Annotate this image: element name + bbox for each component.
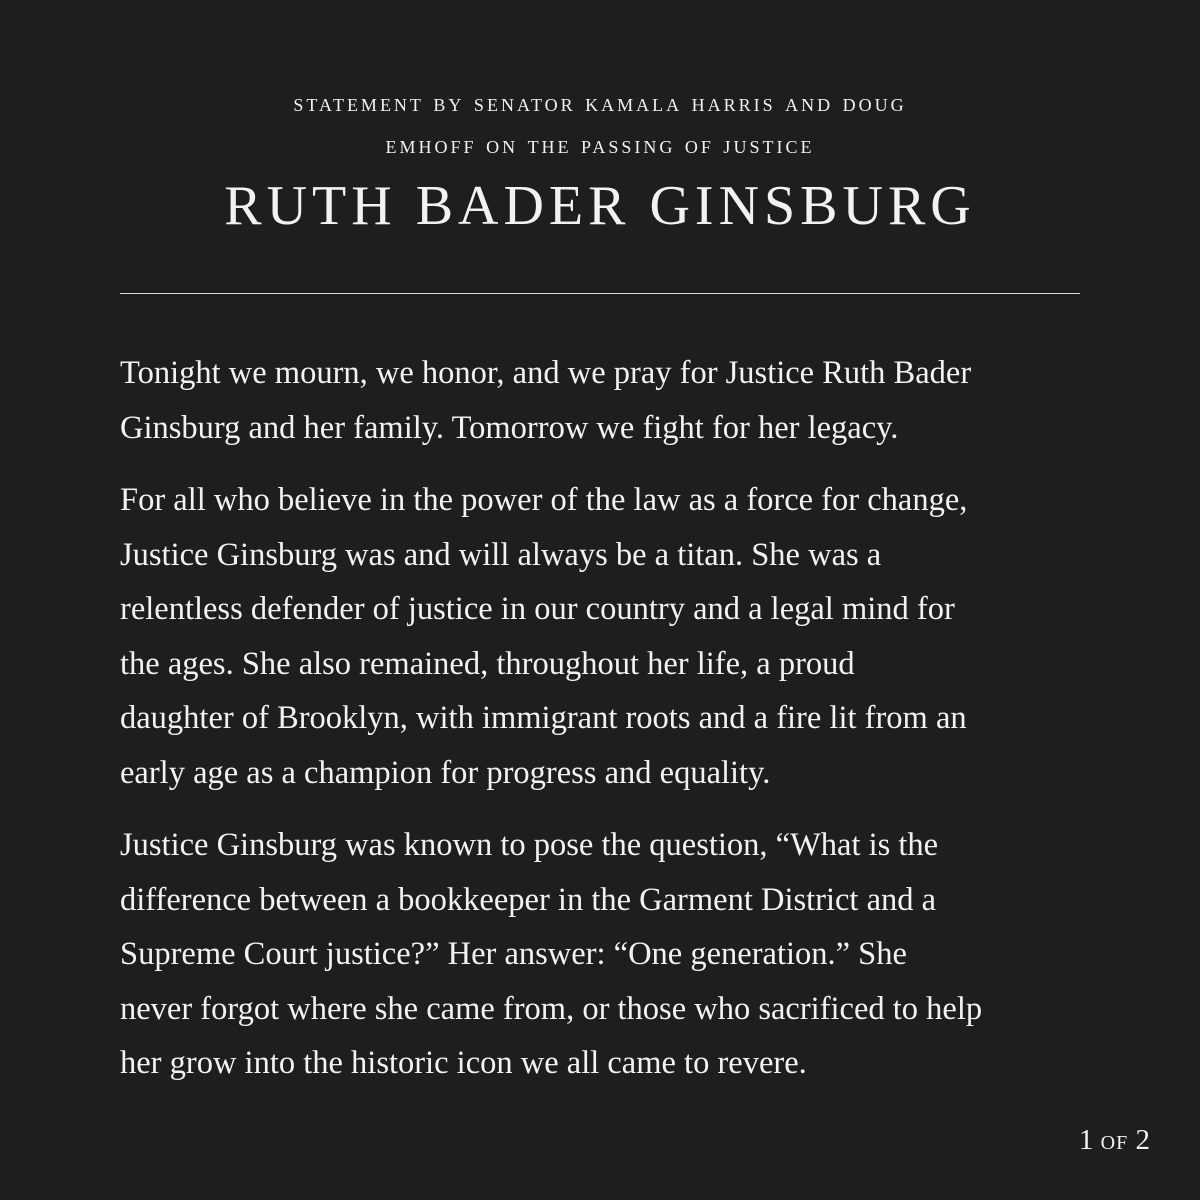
paragraph-2 xyxy=(120,473,1080,800)
page-indicator xyxy=(1079,1124,1150,1157)
subtitle-line: statement by senator kamala harris and doug xyxy=(293,88,907,117)
text-line: Ginsburg and her family. Tomorrow we fight for her legacy. xyxy=(120,409,899,446)
header-divider xyxy=(120,293,1080,294)
text-line: Supreme Court justice?” Her answer: “One generation.” She xyxy=(120,936,907,972)
statement-title: RUTH BADER GINSBURG xyxy=(224,175,976,237)
text-line: never forgot where she came from, or those who sacrificed to help xyxy=(120,990,983,1027)
text-line: relentless defender of justice in our country and a legal mind for xyxy=(120,591,955,627)
statement-header xyxy=(0,82,1200,242)
text-line: For all who believe in the power of the law as a force for change, xyxy=(120,482,968,518)
text-line: the ages. She also remained, throughout her life, a proud xyxy=(120,645,855,682)
text-line: Justice Ginsburg was known to pose the question, “What is the xyxy=(120,827,939,863)
paragraph-1 xyxy=(120,346,1080,455)
page-total: 2 xyxy=(1135,1124,1150,1156)
statement-body xyxy=(120,346,1080,1109)
text-line: Justice Ginsburg was and will always be a titan. She was a xyxy=(120,536,882,573)
text-line: daughter of Brooklyn, with immigrant roots and a fire lit from an xyxy=(120,700,967,736)
subtitle-line: emhoff on the passing of justice xyxy=(385,130,815,159)
text-line: her grow into the historic icon we all came to revere. xyxy=(120,1045,807,1081)
paragraph-3 xyxy=(120,818,1080,1091)
text-line: Tonight we mourn, we honor, and we pray for Justice Ruth Bader xyxy=(120,355,972,391)
statement-subtitle xyxy=(0,82,1200,166)
text-line: early age as a champion for progress and equality. xyxy=(120,754,771,791)
page-of-label: of xyxy=(1100,1124,1129,1156)
text-line: difference between a bookkeeper in the Garment District and a xyxy=(120,881,937,918)
page-current: 1 xyxy=(1078,1124,1094,1156)
